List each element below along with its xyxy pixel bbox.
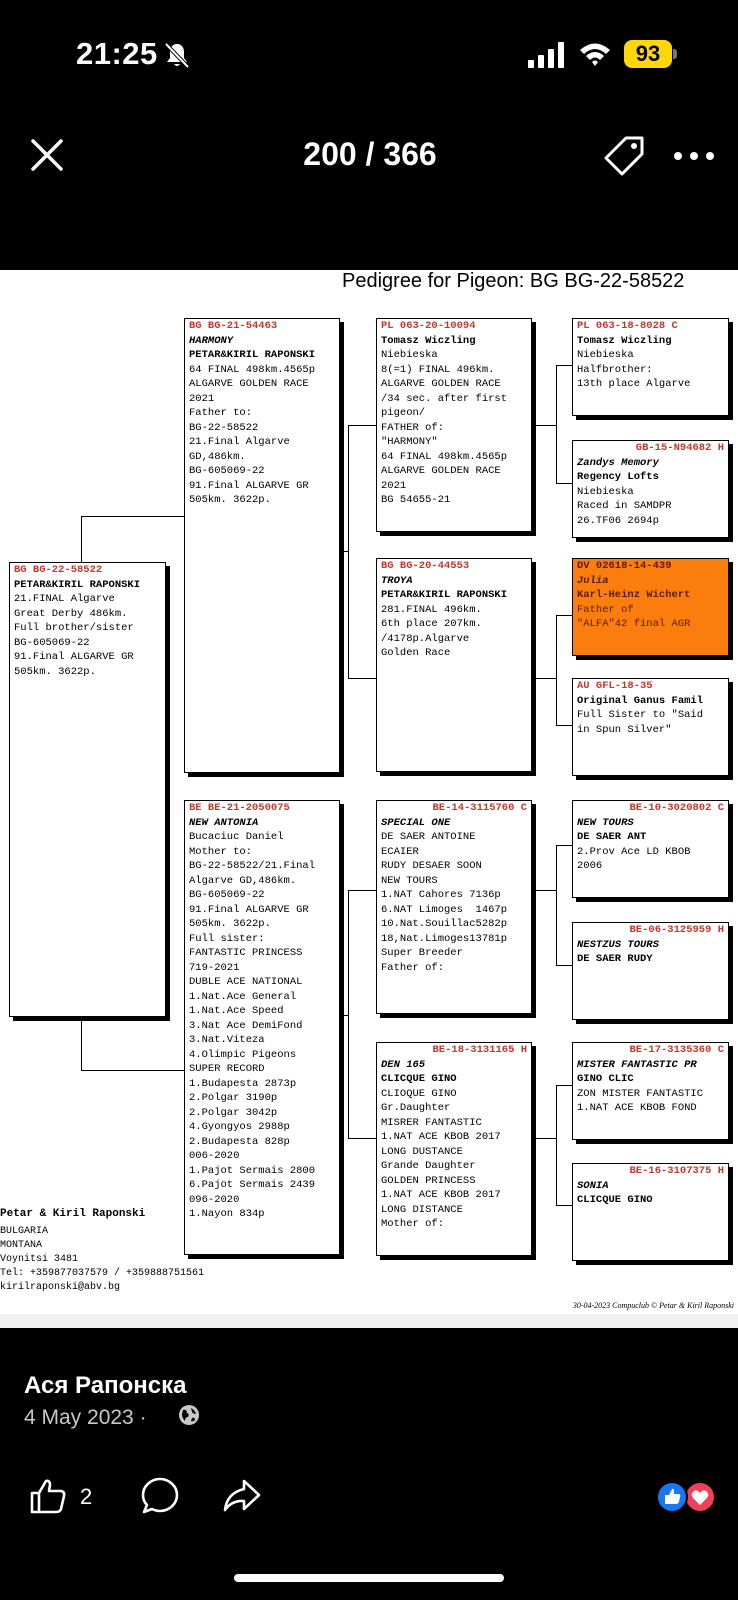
box-line: CLIOQUE GINO [381,1087,457,1100]
connector [556,1085,557,1205]
pigeon-name: NEW ANTONIA [189,816,259,829]
box-line: DE SAER ANT [577,831,647,843]
pedigree-box-subject [9,562,166,1017]
ring-number: PL 063-20-10094 [381,320,476,332]
pedigree-box-ssd [572,440,729,538]
connector [348,1138,376,1139]
connector [81,1070,184,1071]
connector [348,890,349,1138]
box-line: Father of [577,603,634,616]
connector [556,365,572,366]
box-line: 64 FINAL 498km.4565p [189,363,316,376]
box-line: Tomasz Wiczling [577,334,672,347]
connector [81,516,82,562]
owner-name: Petar & Kiril Raponski [0,1208,146,1220]
box-line: MISRER FANTASTIC [381,1116,482,1129]
box-line: 91.Final ALGARVE GR [189,479,309,492]
pedigree-image[interactable] [0,270,738,1328]
connector [556,615,572,616]
box-line: Full Sister to "Said [577,709,704,721]
pigeon-name: MISTER FANTASTIC PR [577,1058,697,1071]
box-line: Mother of: [381,1218,445,1230]
box-line: Niebieska [381,349,438,361]
box-line: PETAR&KIRIL RAPONSKI [189,349,316,361]
connector [532,890,557,891]
box-line: 2.Budapesta 828p [189,1135,290,1148]
ring-number: DV 02618-14-439 [577,560,672,572]
pedigree-box-sire [184,318,340,773]
box-line: BG 54655-21 [381,494,451,506]
box-line: GINO CLIC [577,1073,634,1085]
box-line: 2.Polgar 3190p [189,1092,278,1104]
box-line: BG-605069-22 [189,465,265,477]
reactions-icon[interactable] [654,1480,718,1514]
box-line: BG-605069-22 [14,636,90,649]
pedigree-box-sds [572,558,729,656]
status-time: 21:25 [76,36,158,71]
box-line: 8(=1) FINAL 496km. [381,363,495,376]
box-line: 4.Gyongyos 2988p [189,1121,290,1133]
pedigree-box-dam-sire [376,800,532,1014]
owner-line: MONTANA [0,1240,43,1251]
ring-number: BE BE-21-2050075 [189,802,290,814]
pedigree-box-dss [572,800,729,898]
box-line: 91.Final ALGARVE GR [189,903,309,916]
box-line: NEW TOURS [381,874,438,887]
box-line: ALGARVE GOLDEN RACE [381,465,501,477]
box-line: Tomasz Wiczling [381,334,476,347]
box-line: 2.Prov Ace LD KBOB [577,845,691,858]
owner-contact [0,1207,204,1295]
connector [556,483,572,484]
connector [532,678,557,679]
pedigree-title: Pedigree for Pigeon: BG BG-22-58522 [342,270,685,292]
box-line: 1.Budapesta 2873p [189,1077,297,1090]
pedigree-box-sire-dam [376,558,532,772]
box-line: CLICQUE GINO [381,1073,457,1085]
box-line: DUBLE ACE NATIONAL [189,976,303,988]
pigeon-name: Julia [577,574,609,587]
pigeon-name: Zandys Memory [577,456,659,469]
box-line: "HARMONY" [381,436,438,448]
connector [340,551,349,552]
box-line: Father of: [381,961,445,974]
ring-number: BE-16-3107375 H [629,1165,724,1177]
connector [556,725,572,726]
box-line: 1.Nat.Ace General [189,990,297,1003]
like-count: 2 [80,1484,93,1509]
box-line: BG-22-58522/21.Final [189,860,316,872]
owner-line: Tel: +359877037579 / +359888751561 [0,1268,205,1279]
box-line: Super Breeder [381,947,463,959]
box-line: 6.Pajot Sermais 2439 [189,1179,316,1191]
box-line: 6th place 207km. [381,618,482,630]
share-icon[interactable] [222,1478,262,1514]
box-line: ALGARVE GOLDEN RACE [381,378,501,390]
pedigree-box-sire-sire [376,318,532,532]
bell-muted-icon [162,40,192,70]
battery-level: 93 [624,40,672,68]
ring-number: BE-18-3131165 H [432,1044,527,1056]
box-line: 13th place Algarve [577,378,691,390]
box-line: Golden Race [381,647,451,659]
owner-line: Voynitsi 3481 [0,1254,79,1265]
connector [556,845,557,965]
box-line: /4178p.Algarve [381,632,470,645]
box-line: GOLDEN PRINCESS [381,1174,476,1187]
ring-number: BE-17-3135360 C [629,1044,724,1056]
box-line: ECAIER [381,845,419,858]
box-line: LONG DISTANCE [381,1203,463,1216]
pigeon-name: DEN 165 [381,1058,426,1071]
pedigree-box-dam-dam [376,1042,532,1256]
box-line: Karl-Heinz Wichert [577,589,691,601]
pedigree-box-ddd [572,1163,729,1261]
pedigree-box-dam [184,800,340,1255]
box-line: 26.TF06 2694p [577,514,659,527]
box-line: 2021 [189,392,215,405]
box-line: 1.NAT Cahores 7136p [381,889,501,901]
box-line: 21.Final Algarve [189,436,290,448]
box-line: Gr.Daughter [381,1102,451,1114]
box-line: Niebieska [577,349,634,361]
post-author[interactable]: Ася Рапонска [24,1372,187,1399]
box-line: 1.Nayon 834p [189,1208,265,1220]
pigeon-name: NESTZUS TOURS [577,938,659,951]
box-line: Regency Lofts [577,471,659,483]
box-line: /34 sec. after first [381,392,508,405]
box-line: RUDY DESAER SOON [381,860,482,872]
connector [340,1015,349,1016]
ring-number: BE-10-3020802 C [629,802,724,814]
box-line: 505km. 3622p. [189,918,271,930]
box-line: 1.NAT ACE KBOB FOND [577,1102,697,1114]
owner-line: kirilraponski@abv.bg [0,1282,121,1293]
box-line: Father to: [189,407,253,419]
box-line: GD,486km. [189,450,246,463]
box-line: in Spun Silver" [577,723,672,736]
pigeon-name: SPECIAL ONE [381,816,451,829]
pedigree-box-sss [572,318,729,416]
connector [81,516,184,517]
pedigree-box-dds [572,1042,729,1140]
box-line: Raced in SAMDPR [577,500,672,512]
connector [532,425,557,426]
tag-icon[interactable] [602,134,646,178]
box-line: Algarve GD,486km. [189,874,297,887]
box-line: PETAR&KIRIL RAPONSKI [381,589,508,601]
software-credit: 30-04-2023 Compuclub © Petar & Kiril Raponski [572,1301,734,1310]
ring-number: BG BG-20-44553 [381,560,470,572]
ring-number: BG BG-21-54463 [189,320,278,332]
ring-number: PL 063-18-8028 C [577,320,678,332]
box-line: 096-2020 [189,1193,240,1206]
connector [348,890,376,891]
connector [348,678,376,679]
ring-number: BE-14-3115760 C [432,802,527,814]
connector [556,615,557,725]
comment-icon[interactable] [140,1476,180,1516]
pedigree-box-sdd [572,678,729,776]
battery-nub [673,49,677,59]
wifi-icon [578,40,612,68]
owner-line: BULGARIA [0,1226,49,1237]
ring-number: AU GFL-18-35 [577,680,653,692]
ring-number: GB-15-N94682 H [635,442,724,454]
like-icon[interactable] [28,1476,68,1516]
box-line: FATHER of: [381,421,445,434]
ring-number: BG BG-22-58522 [14,564,103,576]
box-line: 2.Polgar 3042p [189,1106,278,1119]
box-line: Full brother/sister [14,622,134,634]
cellular-signal-icon [528,42,564,68]
pedigree-box-dsd [572,922,729,1020]
box-line: 3.Nat.Viteza [189,1034,265,1046]
ring-number: BE-06-3125959 H [629,924,724,936]
box-line: 1.NAT ACE KBOB 2017 [381,1131,501,1143]
box-line: DE SAER RUDY [577,953,653,965]
connector [556,1205,572,1206]
box-line: BG-605069-22 [189,889,265,901]
box-line: 2006 [577,860,603,872]
post-date: 4 May 2023 · [24,1406,147,1429]
box-line: Original Ganus Famil [577,694,704,707]
image-bottom-strip [0,1314,738,1328]
box-line: 2021 [381,479,407,492]
box-line: 64 FINAL 498km.4565p [381,450,508,463]
box-line: Mother to: [189,845,253,858]
box-line: Niebieska [577,485,634,498]
box-line: DE SAER ANTOINE [381,831,476,843]
box-line: 1.Pajot Sermais 2800 [189,1164,316,1177]
box-line: Full sister: [189,932,265,945]
box-line: CLICQUE GINO [577,1194,653,1206]
photo-counter: 200 / 366 [303,136,437,172]
connector [81,1020,82,1070]
box-line: PETAR&KIRIL RAPONSKI [14,578,141,591]
connector [556,845,572,846]
globe-icon [178,1404,200,1426]
pigeon-name: TROYA [381,574,413,587]
connector [556,365,557,483]
box-line: BG-22-58522 [189,421,259,434]
connector [532,1138,557,1139]
connector [348,425,376,426]
close-icon[interactable] [30,138,64,172]
box-line: Grande Daughter [381,1160,476,1172]
more-options-icon[interactable] [672,138,716,174]
home-indicator[interactable] [234,1574,504,1582]
box-line: 6.NAT Limoges 1467p [381,903,508,916]
box-line: LONG DUSTANCE [381,1145,463,1158]
box-line: 1.Nat.Ace Speed [189,1005,284,1017]
box-line: Bucaciuc Daniel [189,831,284,843]
box-line: 10.Nat.Souillac5282p [381,918,508,930]
box-line: 281.FINAL 496km. [381,603,482,616]
box-line: pigeon/ [381,407,426,419]
box-line: ALGARVE GOLDEN RACE [189,378,309,390]
box-line: 505km. 3622p. [14,665,96,678]
box-line: FANTASTIC PRINCESS [189,947,303,959]
pigeon-name: NEW TOURS [577,816,634,829]
box-line: Halfbrother: [577,363,653,376]
pigeon-name: SONIA [577,1179,609,1192]
box-line: ZON MISTER FANTASTIC [577,1087,704,1100]
box-line: 4.Olimpic Pigeons [189,1048,297,1061]
box-line: 719-2021 [189,961,240,974]
box-line: 1.NAT ACE KBOB 2017 [381,1189,501,1201]
box-line: 3.Nat Ace DemiFond [189,1019,303,1032]
box-line: 21.FINAL Algarve [14,593,115,605]
box-line: 91.Final ALGARVE GR [14,651,134,663]
box-line: 006-2020 [189,1150,240,1162]
box-line: 18,Nat.Limoges13781p [381,932,508,945]
connector [556,965,572,966]
box-line: "ALFA"42 final AGR [577,618,691,630]
connector [556,1085,572,1086]
box-line: Great Derby 486km. [14,607,128,620]
pigeon-name: HARMONY [189,334,234,347]
box-line: 505km. 3622p. [189,494,271,506]
box-line: SUPER RECORD [189,1063,265,1075]
